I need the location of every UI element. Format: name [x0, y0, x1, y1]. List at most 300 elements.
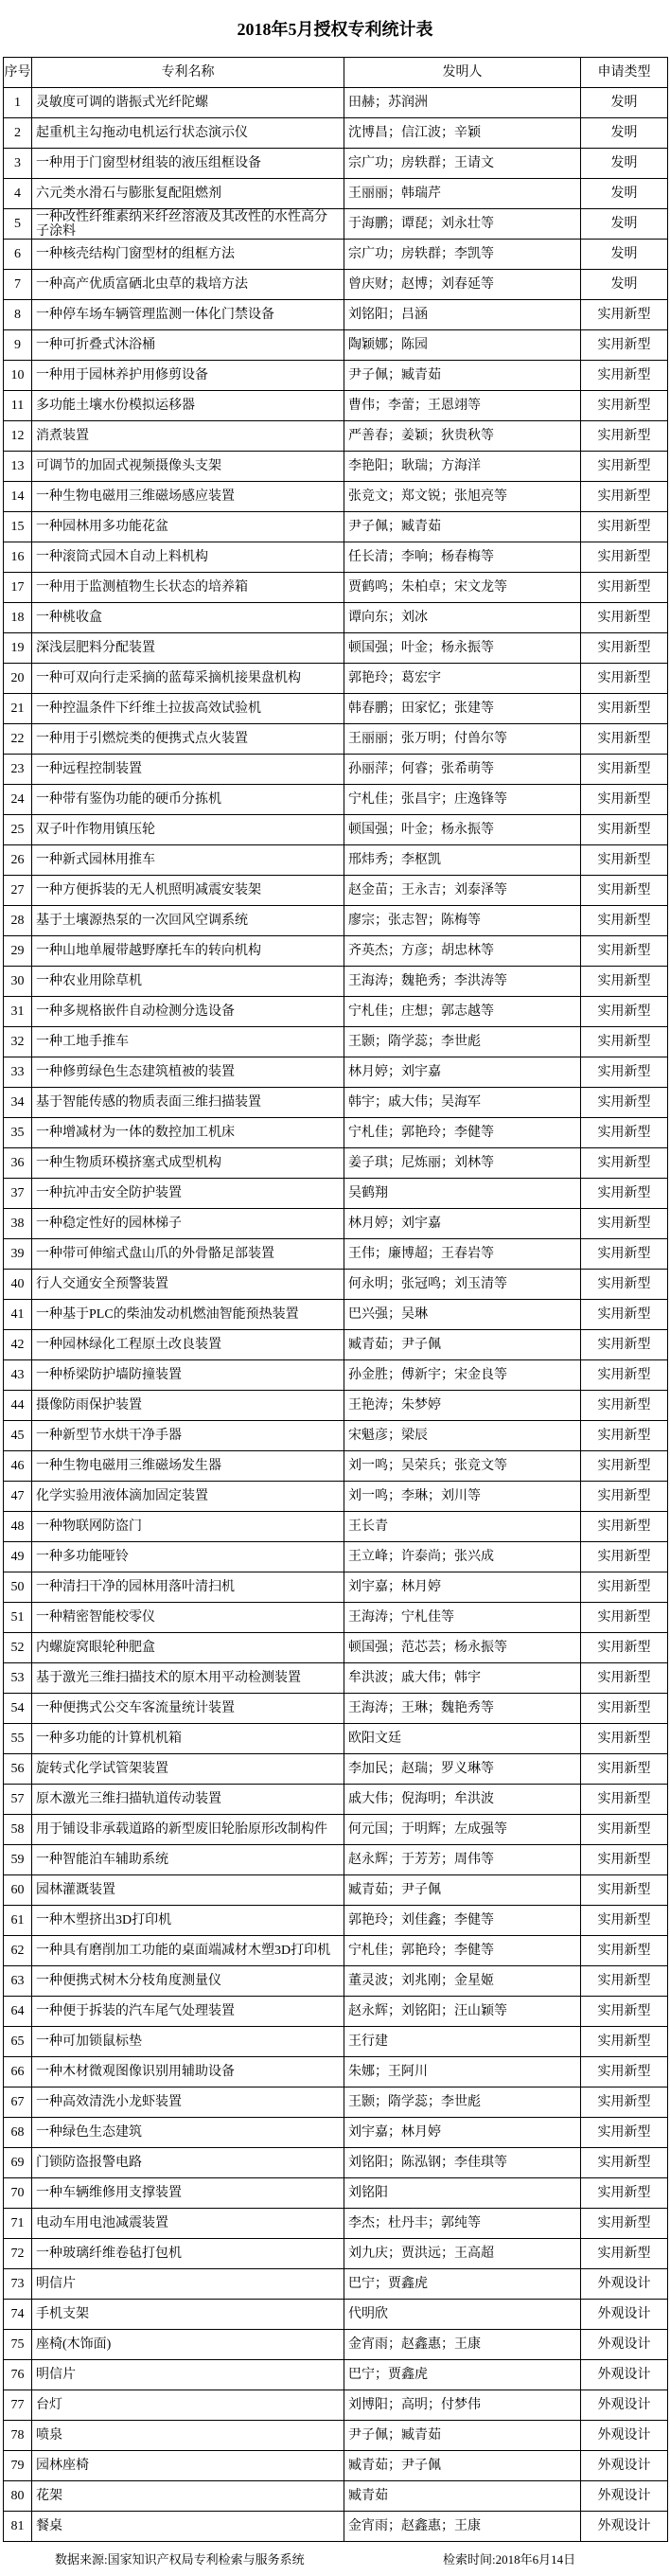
application-type-cell	[581, 391, 668, 421]
row-number-cell-text: 18	[10, 611, 25, 625]
table-row	[4, 1118, 668, 1148]
inventors-cell	[344, 482, 581, 512]
row-number-cell-text: 51	[10, 1610, 25, 1625]
row-number-cell-text: 20	[10, 671, 25, 685]
inventors-cell	[344, 845, 581, 876]
table-row	[4, 1482, 668, 1512]
application-type-cell-text: 实用新型	[597, 1822, 651, 1837]
table-row	[4, 391, 668, 421]
inventors-cell-text: 何元国；于明辉；左成强等	[348, 1822, 507, 1837]
row-number-cell-text: 75	[10, 2337, 25, 2352]
table-row	[4, 482, 668, 512]
table-row	[4, 1330, 668, 1360]
application-type-cell-text: 实用新型	[597, 338, 651, 352]
patent-name-cell	[32, 724, 344, 755]
application-type-cell-text: 外观设计	[597, 2428, 651, 2443]
row-number-cell-text: 76	[10, 2368, 25, 2382]
row-number-cell-text: 63	[10, 1974, 25, 1988]
row-number-cell-text: 4	[14, 187, 21, 201]
inventors-cell	[344, 633, 581, 664]
table-row	[4, 694, 668, 724]
application-type-cell	[581, 330, 668, 361]
inventors-cell	[344, 906, 581, 936]
table-row	[4, 1209, 668, 1239]
table-row	[4, 603, 668, 633]
application-type-cell-text: 实用新型	[597, 2216, 651, 2230]
patent-name-cell	[32, 1148, 344, 1179]
patent-name-cell-text: 一种抗冲击安全防护装置	[36, 1186, 182, 1200]
application-type-cell-text: 发明	[610, 187, 638, 201]
row-number-cell-text: 66	[10, 2065, 25, 2079]
application-type-cell	[581, 1906, 668, 1936]
patent-name-cell-text: 台灯	[36, 2398, 62, 2412]
table-row	[4, 1512, 668, 1542]
application-type-cell-text: 外观设计	[597, 2337, 651, 2352]
header-patent-name-label: 专利名称	[161, 65, 215, 80]
inventors-cell-text: 顿国强；范芯芸；杨永振等	[348, 1641, 507, 1655]
application-type-cell-text: 实用新型	[597, 1519, 651, 1534]
table-row	[4, 300, 668, 330]
inventors-cell	[344, 1209, 581, 1239]
row-number-cell-text: 43	[10, 1368, 25, 1382]
inventors-cell-text: 臧青茹；尹子佩	[348, 2459, 441, 2473]
application-type-cell	[581, 2178, 668, 2209]
inventors-cell-text: 廖宗；张志智；陈梅等	[348, 914, 481, 928]
table-row	[4, 1633, 668, 1663]
inventors-cell-text: 刘铭阳；吕涵	[348, 308, 428, 322]
row-number-cell	[4, 1906, 32, 1936]
row-number-cell	[4, 1270, 32, 1300]
inventors-cell	[344, 2118, 581, 2148]
patent-name-cell	[32, 603, 344, 633]
inventors-cell	[344, 330, 581, 361]
application-type-cell-text: 实用新型	[597, 1398, 651, 1412]
application-type-cell	[581, 1663, 668, 1694]
row-number-cell	[4, 1027, 32, 1057]
application-type-cell	[581, 2027, 668, 2057]
row-number-cell	[4, 149, 32, 179]
table-row	[4, 2512, 668, 2542]
table-row	[4, 1936, 668, 1966]
application-type-cell	[581, 2087, 668, 2118]
inventors-cell	[344, 1270, 581, 1300]
patent-name-cell	[32, 88, 344, 118]
row-number-cell-text: 41	[10, 1307, 25, 1322]
patent-name-cell	[32, 2087, 344, 2118]
table-row	[4, 2148, 668, 2178]
inventors-cell	[344, 1542, 581, 1572]
application-type-cell	[581, 2330, 668, 2360]
inventors-cell	[344, 118, 581, 149]
row-number-cell-text: 31	[10, 1004, 25, 1019]
row-number-cell	[4, 664, 32, 694]
application-type-cell-text: 实用新型	[597, 1156, 651, 1170]
row-number-cell-text: 23	[10, 762, 25, 776]
row-number-cell	[4, 633, 32, 664]
application-type-cell-text: 实用新型	[597, 1429, 651, 1443]
table-row	[4, 1754, 668, 1785]
inventors-cell-text: 巴宁；贾鑫虎	[348, 2277, 428, 2291]
inventors-cell	[344, 452, 581, 482]
inventors-cell	[344, 2421, 581, 2451]
inventors-cell-text: 郭艳玲；刘佳鑫；李健等	[348, 1913, 494, 1928]
patent-name-cell	[32, 573, 344, 603]
inventors-cell-text: 赵金苗；王永吉；刘泰泽等	[348, 883, 507, 897]
patent-name-cell	[32, 1936, 344, 1966]
patent-name-cell	[32, 1209, 344, 1239]
application-type-cell-text: 实用新型	[597, 1732, 651, 1746]
row-number-cell	[4, 1845, 32, 1875]
row-number-cell	[4, 2512, 32, 2542]
patent-name-cell-text: 摄像防雨保护装置	[36, 1398, 142, 1412]
table-row	[4, 2239, 668, 2269]
inventors-cell	[344, 270, 581, 300]
application-type-cell-text: 实用新型	[597, 1944, 651, 1958]
table-row	[4, 1694, 668, 1724]
patent-name-cell-text: 基于激光三维扫描技术的原木用平动检测装置	[36, 1671, 301, 1685]
application-type-cell-text: 实用新型	[597, 2156, 651, 2170]
patent-name-cell-text: 一种农业用除草机	[36, 974, 142, 988]
row-number-cell	[4, 1391, 32, 1421]
patent-name-cell-text: 一种多功能的计算机机箱	[36, 1732, 182, 1746]
header-application-type	[581, 58, 668, 88]
row-number-cell	[4, 573, 32, 603]
row-number-cell-text: 1	[14, 96, 21, 110]
inventors-cell	[344, 512, 581, 542]
application-type-cell-text: 实用新型	[597, 702, 651, 716]
inventors-cell-text: 董灵波；刘兆刚；金星姬	[348, 1974, 494, 1988]
table-row	[4, 361, 668, 391]
application-type-cell	[581, 421, 668, 452]
application-type-cell	[581, 1603, 668, 1633]
application-type-cell	[581, 1815, 668, 1845]
inventors-cell	[344, 1572, 581, 1603]
patent-name-cell	[32, 633, 344, 664]
table-row	[4, 1179, 668, 1209]
table-row	[4, 1663, 668, 1694]
application-type-cell	[581, 209, 668, 240]
inventors-cell	[344, 2148, 581, 2178]
patent-name-cell	[32, 2300, 344, 2330]
table-row	[4, 1360, 668, 1391]
row-number-cell	[4, 1118, 32, 1148]
patent-name-cell	[32, 330, 344, 361]
patent-name-cell	[32, 1300, 344, 1330]
patent-name-cell	[32, 149, 344, 179]
patent-name-cell	[32, 1754, 344, 1785]
patent-name-cell-text: 一种生物质环模挤塞式成型机构	[36, 1156, 221, 1170]
patent-name-cell-text: 基于智能传感的物质表面三维扫描装置	[36, 1095, 261, 1110]
application-type-cell	[581, 2451, 668, 2481]
row-number-cell	[4, 1088, 32, 1118]
row-number-cell	[4, 452, 32, 482]
application-type-cell	[581, 845, 668, 876]
application-type-cell	[581, 2148, 668, 2178]
inventors-cell-text: 宁札佳；庄想；郭志越等	[348, 1004, 494, 1019]
row-number-cell	[4, 2087, 32, 2118]
patent-name-cell-text: 园林座椅	[36, 2459, 89, 2473]
row-number-cell	[4, 2330, 32, 2360]
application-type-cell-text: 发明	[610, 247, 638, 261]
patent-name-cell-text: 一种控温条件下纤维土拉拔高效试验机	[36, 702, 261, 716]
inventors-cell-text: 尹子佩；臧青茹	[348, 368, 441, 382]
header-inventors-label: 发明人	[442, 65, 483, 80]
application-type-cell	[581, 936, 668, 967]
application-type-cell	[581, 2421, 668, 2451]
row-number-cell-text: 6	[14, 247, 21, 261]
row-number-cell	[4, 88, 32, 118]
inventors-cell-text: 刘一鸣；李琳；刘川等	[348, 1489, 481, 1503]
application-type-cell-text: 发明	[610, 96, 638, 110]
row-number-cell-text: 65	[10, 2034, 25, 2049]
patent-name-cell-text: 基于土壤源热泵的一次回风空调系统	[36, 914, 248, 928]
page-title: 2018年5月授权专利统计表	[237, 20, 433, 39]
patent-name-cell	[32, 845, 344, 876]
patent-name-cell-text: 一种可折叠式沐浴桶	[36, 338, 155, 352]
inventors-cell-text: 金宵雨；赵鑫惠；王康	[348, 2519, 481, 2533]
application-type-cell-text: 实用新型	[597, 853, 651, 867]
patent-name-cell	[32, 1088, 344, 1118]
inventors-cell-text: 王行建	[348, 2034, 388, 2049]
application-type-cell	[581, 755, 668, 785]
application-type-cell	[581, 482, 668, 512]
inventors-cell	[344, 1088, 581, 1118]
row-number-cell-text: 14	[10, 489, 25, 504]
inventors-cell-text: 田赫；苏润洲	[348, 96, 428, 110]
inventors-cell	[344, 1603, 581, 1633]
patent-name-cell-text: 一种绿色生态建筑	[36, 2125, 142, 2140]
application-type-cell-text: 实用新型	[597, 1186, 651, 1200]
inventors-cell	[344, 1391, 581, 1421]
inventors-cell-text: 臧青茹；尹子佩	[348, 1883, 441, 1897]
patent-name-cell	[32, 755, 344, 785]
table-row	[4, 997, 668, 1027]
inventors-cell-text: 巴宁；贾鑫虎	[348, 2368, 428, 2382]
application-type-cell	[581, 1118, 668, 1148]
table-row	[4, 815, 668, 845]
table-header	[4, 58, 668, 88]
inventors-cell-text: 王丽丽；韩瑞芹	[348, 187, 441, 201]
inventors-cell-text: 顿国强；叶金；杨永振等	[348, 641, 494, 655]
inventors-cell	[344, 2209, 581, 2239]
application-type-cell-text: 实用新型	[597, 2186, 651, 2200]
application-type-cell-text: 外观设计	[597, 2368, 651, 2382]
row-number-cell	[4, 1179, 32, 1209]
table-row	[4, 2451, 668, 2481]
table-row	[4, 1724, 668, 1754]
row-number-cell	[4, 2148, 32, 2178]
patent-name-cell	[32, 2269, 344, 2300]
row-number-cell-text: 67	[10, 2095, 25, 2109]
application-type-cell	[581, 1754, 668, 1785]
patent-name-cell-text: 一种山地单履带越野摩托车的转向机构	[36, 944, 261, 958]
row-number-cell-text: 58	[10, 1822, 25, 1837]
row-number-cell-text: 11	[10, 399, 25, 413]
patent-name-cell-text: 灵敏度可调的谐振式光纤陀螺	[36, 96, 208, 110]
row-number-cell-text: 12	[10, 429, 25, 443]
application-type-cell	[581, 1633, 668, 1663]
patent-name-cell	[32, 997, 344, 1027]
inventors-cell	[344, 815, 581, 845]
application-type-cell-text: 实用新型	[597, 1126, 651, 1140]
row-number-cell	[4, 815, 32, 845]
patent-name-cell	[32, 240, 344, 270]
patent-name-cell-text: 一种具有磨削加工功能的桌面端减材木塑3D打印机	[36, 1944, 331, 1958]
patent-name-cell-text: 电动车用电池减震装置	[36, 2216, 168, 2230]
table-row	[4, 118, 668, 149]
patent-name-cell	[32, 1572, 344, 1603]
patent-name-cell	[32, 1724, 344, 1754]
patent-name-cell	[32, 2451, 344, 2481]
inventors-cell	[344, 2390, 581, 2421]
application-type-cell-text: 外观设计	[597, 2398, 651, 2412]
patent-name-cell-text: 深浅层肥料分配装置	[36, 641, 155, 655]
row-number-cell	[4, 421, 32, 452]
inventors-cell-text: 王艳涛；朱梦婷	[348, 1398, 441, 1412]
inventors-cell-text: 刘宇嘉；林月婷	[348, 1580, 441, 1594]
patent-name-cell	[32, 1694, 344, 1724]
patent-name-cell	[32, 209, 344, 240]
row-number-cell	[4, 755, 32, 785]
application-type-cell-text: 实用新型	[597, 1580, 651, 1594]
patent-name-cell	[32, 1997, 344, 2027]
row-number-cell	[4, 2178, 32, 2209]
application-type-cell	[581, 1542, 668, 1572]
row-number-cell	[4, 724, 32, 755]
inventors-cell	[344, 1482, 581, 1512]
patent-name-cell-text: 喷泉	[36, 2428, 62, 2443]
application-type-cell	[581, 2481, 668, 2512]
application-type-cell	[581, 1512, 668, 1542]
application-type-cell-text: 发明	[610, 126, 638, 140]
table-row	[4, 1088, 668, 1118]
inventors-cell-text: 齐英杰；方彦；胡忠林等	[348, 944, 494, 958]
inventors-cell	[344, 1997, 581, 2027]
application-type-cell	[581, 1057, 668, 1088]
table-row	[4, 1300, 668, 1330]
inventors-cell	[344, 1057, 581, 1088]
inventors-cell	[344, 664, 581, 694]
inventors-cell	[344, 2330, 581, 2360]
application-type-cell	[581, 906, 668, 936]
application-type-cell-text: 实用新型	[597, 762, 651, 776]
application-type-cell	[581, 270, 668, 300]
inventors-cell-text: 刘铭阳	[348, 2186, 388, 2200]
table-row	[4, 209, 668, 240]
table-row	[4, 573, 668, 603]
table-row	[4, 2269, 668, 2300]
row-number-cell-text: 21	[10, 702, 25, 716]
table-row	[4, 2300, 668, 2330]
row-number-cell-text: 24	[10, 792, 25, 807]
inventors-cell-text: 韩宇；戚大伟；吴海军	[348, 1095, 481, 1110]
application-type-cell-text: 实用新型	[597, 2034, 651, 2049]
inventors-cell	[344, 361, 581, 391]
inventors-cell-text: 尹子佩；臧青茹	[348, 520, 441, 534]
application-type-cell	[581, 876, 668, 906]
patent-name-cell-text: 花架	[36, 2489, 62, 2503]
inventors-cell	[344, 1512, 581, 1542]
inventors-cell	[344, 88, 581, 118]
inventors-cell-text: 宗广功；房轶群；王请文	[348, 156, 494, 170]
table-row	[4, 785, 668, 815]
patent-name-cell	[32, 361, 344, 391]
patent-name-cell	[32, 2421, 344, 2451]
patent-name-cell	[32, 1421, 344, 1451]
inventors-cell-text: 赵永辉；刘铭阳；汪山颖等	[348, 2004, 507, 2018]
row-number-cell	[4, 1451, 32, 1482]
patent-name-cell-text: 一种木塑挤出3D打印机	[36, 1913, 172, 1928]
application-type-cell	[581, 1027, 668, 1057]
table-row	[4, 1421, 668, 1451]
application-type-cell	[581, 603, 668, 633]
row-number-cell-text: 60	[10, 1883, 25, 1897]
application-type-cell-text: 外观设计	[597, 2459, 651, 2473]
application-type-cell	[581, 2209, 668, 2239]
patent-name-cell-text: 一种多功能哑铃	[36, 1550, 129, 1564]
table-row	[4, 1906, 668, 1936]
row-number-cell-text: 53	[10, 1671, 25, 1685]
patent-name-cell	[32, 1482, 344, 1512]
inventors-cell-text: 尹子佩；臧青茹	[348, 2428, 441, 2443]
application-type-cell-text: 实用新型	[597, 2065, 651, 2079]
patent-name-cell-text: 一种高产优质富硒北虫草的栽培方法	[36, 277, 248, 292]
application-type-cell	[581, 1845, 668, 1875]
row-number-cell-text: 3	[14, 156, 21, 170]
patent-name-cell	[32, 118, 344, 149]
application-type-cell-text: 实用新型	[597, 1307, 651, 1322]
patent-name-cell-text: 一种物联网防盗门	[36, 1519, 142, 1534]
inventors-cell-text: 孙丽萍；何睿；张希萌等	[348, 762, 494, 776]
patent-name-cell	[32, 542, 344, 573]
application-type-cell-text: 实用新型	[597, 914, 651, 928]
row-number-cell-text: 2	[14, 126, 21, 140]
inventors-cell	[344, 997, 581, 1027]
application-type-cell-text: 实用新型	[597, 429, 651, 443]
application-type-cell-text: 实用新型	[597, 1035, 651, 1049]
table-row	[4, 2390, 668, 2421]
patent-name-cell-text: 一种车辆维修用支撑装置	[36, 2186, 182, 2200]
row-number-cell-text: 7	[14, 277, 21, 292]
application-type-cell-text: 实用新型	[597, 489, 651, 504]
row-number-cell	[4, 2300, 32, 2330]
row-number-cell	[4, 2118, 32, 2148]
application-type-cell-text: 发明	[610, 156, 638, 170]
row-number-cell	[4, 1663, 32, 1694]
patent-name-cell-text: 六元类水滑石与膨胀复配阻燃剂	[36, 187, 221, 201]
patent-name-cell	[32, 1845, 344, 1875]
patent-name-cell-text: 一种高效清洗小龙虾装置	[36, 2095, 182, 2109]
inventors-cell-text: 王海涛；魏艳秀；李洪涛等	[348, 974, 507, 988]
inventors-cell-text: 朱娜；王阿川	[348, 2065, 428, 2079]
patent-name-cell	[32, 2512, 344, 2542]
patent-name-cell-text: 一种清扫干净的园林用落叶清扫机	[36, 1580, 235, 1594]
patent-name-cell	[32, 1512, 344, 1542]
patent-name-cell-text: 双子叶作物用镇压轮	[36, 823, 155, 837]
table-row	[4, 2118, 668, 2148]
inventors-cell-text: 臧青茹	[348, 2489, 388, 2503]
table-row	[4, 1572, 668, 1603]
inventors-cell-text: 韩春鹏；田家忆；张建等	[348, 702, 494, 716]
application-type-cell	[581, 1421, 668, 1451]
row-number-cell-text: 71	[10, 2216, 25, 2230]
inventors-cell	[344, 2451, 581, 2481]
application-type-cell-text: 实用新型	[597, 792, 651, 807]
inventors-cell	[344, 1966, 581, 1997]
application-type-cell-text: 实用新型	[597, 399, 651, 413]
inventors-cell-text: 李杰；杜丹丰；郭纯等	[348, 2216, 481, 2230]
row-number-cell	[4, 2057, 32, 2087]
